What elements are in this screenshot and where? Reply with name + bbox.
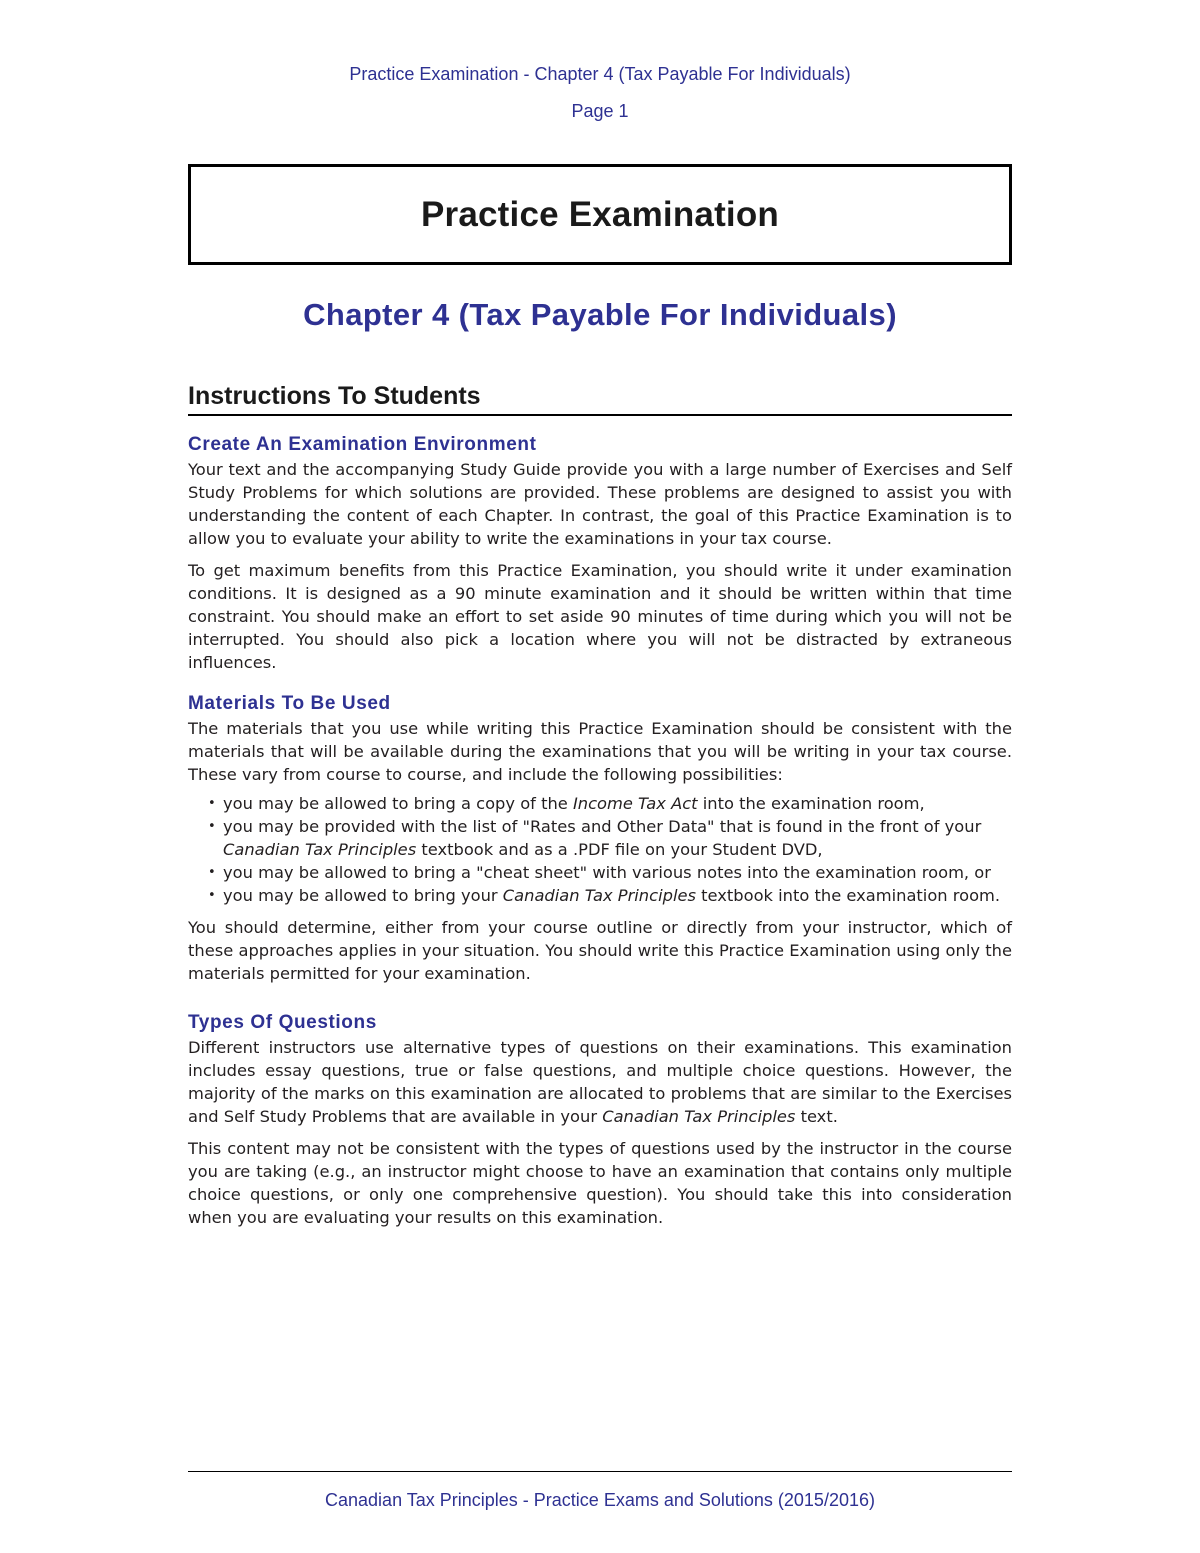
- bullet-icon: •: [208, 865, 216, 880]
- subheading-create-environment: Create An Examination Environment: [188, 434, 537, 455]
- emphasis: Canadian Tax Principles: [602, 1107, 796, 1126]
- paragraph: Different instructors use alternative types of questions on their examinations. This examination includes essay questions, true or false questions, and multiple choice questions. However, the majority of the marks on this examination are allocated to problems that are similar to the Exercises and Self Study Problems that are available in your Canadian Tax Principles text.: [188, 1038, 1012, 1126]
- paragraph: To get maximum benefits from this Practice Examination, you should write it under examination conditions. It is designed as a 90 minute examination and it should be written within that time constraint. You should make an effort to set aside 90 minutes of time during which you will not be interrupted. You should also pick a location where you will not be distracted by extraneous influences.: [188, 561, 1012, 672]
- chapter-title: Chapter 4 (Tax Payable For Individuals): [303, 297, 897, 332]
- paragraph: You should determine, either from your course outline or directly from your instructor, which of these approaches applies in your situation. You should write this Practice Examination using only the materials permitted for your examination.: [188, 918, 1012, 983]
- emphasis: Income Tax Act: [572, 794, 698, 813]
- bullet-icon: •: [208, 796, 216, 811]
- possibilities-list: [188, 792, 1012, 907]
- subheading-types-of-questions: Types Of Questions: [188, 1012, 377, 1033]
- paragraph: This content may not be consistent with the types of questions used by the instructor in the course you are taking (e.g., an instructor might choose to have an examination that contains only multiple choice questions, or only one comprehensive question). You should take this into consideration when you are evaluating your results on this examination.: [188, 1139, 1012, 1227]
- section-heading-instructions: Instructions To Students: [188, 381, 1012, 416]
- list-item: • you may be allowed to bring a copy of the Income Tax Act into the examination room,: [208, 794, 925, 813]
- list-item: • you may be allowed to bring a "cheat sheet" with various notes into the examination room, or: [208, 863, 991, 882]
- footer-divider: [188, 1471, 1012, 1472]
- list-item: • you may be allowed to bring your Canadian Tax Principles textbook into the examination room.: [208, 886, 1001, 905]
- bullet-icon: •: [208, 819, 216, 834]
- title-box: [188, 164, 1012, 265]
- bullet-icon: •: [208, 888, 216, 903]
- list-item: • you may be provided with the list of "Rates and Other Data" that is found in the front of your Canadian Tax Principles textbook and as a .PDF file on your Student DVD,: [208, 817, 982, 859]
- subheading-materials: Materials To Be Used: [188, 693, 391, 714]
- document-title: Practice Examination: [420, 194, 780, 234]
- main-content: [188, 381, 1012, 1229]
- running-header: Practice Examination - Chapter 4 (Tax Payable For Individuals): [349, 64, 851, 84]
- running-footer: Canadian Tax Principles - Practice Exams and Solutions (2015/2016): [325, 1490, 875, 1510]
- emphasis: Canadian Tax Principles: [502, 886, 696, 905]
- page-number: Page 1: [571, 101, 629, 121]
- emphasis: Canadian Tax Principles: [223, 840, 417, 859]
- paragraph: Your text and the accompanying Study Guide provide you with a large number of Exercises and Self Study Problems for which solutions are provided. These problems are designed to assist you with understanding the content of each Chapter. In contrast, the goal of this Practice Examination is to allow you to evaluate your ability to write the examinations in your tax course.: [188, 460, 1012, 548]
- paragraph: The materials that you use while writing this Practice Examination should be consistent with the materials that will be available during the examinations that you will be writing in your tax course. These vary from course to course, and include the following possibilities:: [188, 719, 1012, 784]
